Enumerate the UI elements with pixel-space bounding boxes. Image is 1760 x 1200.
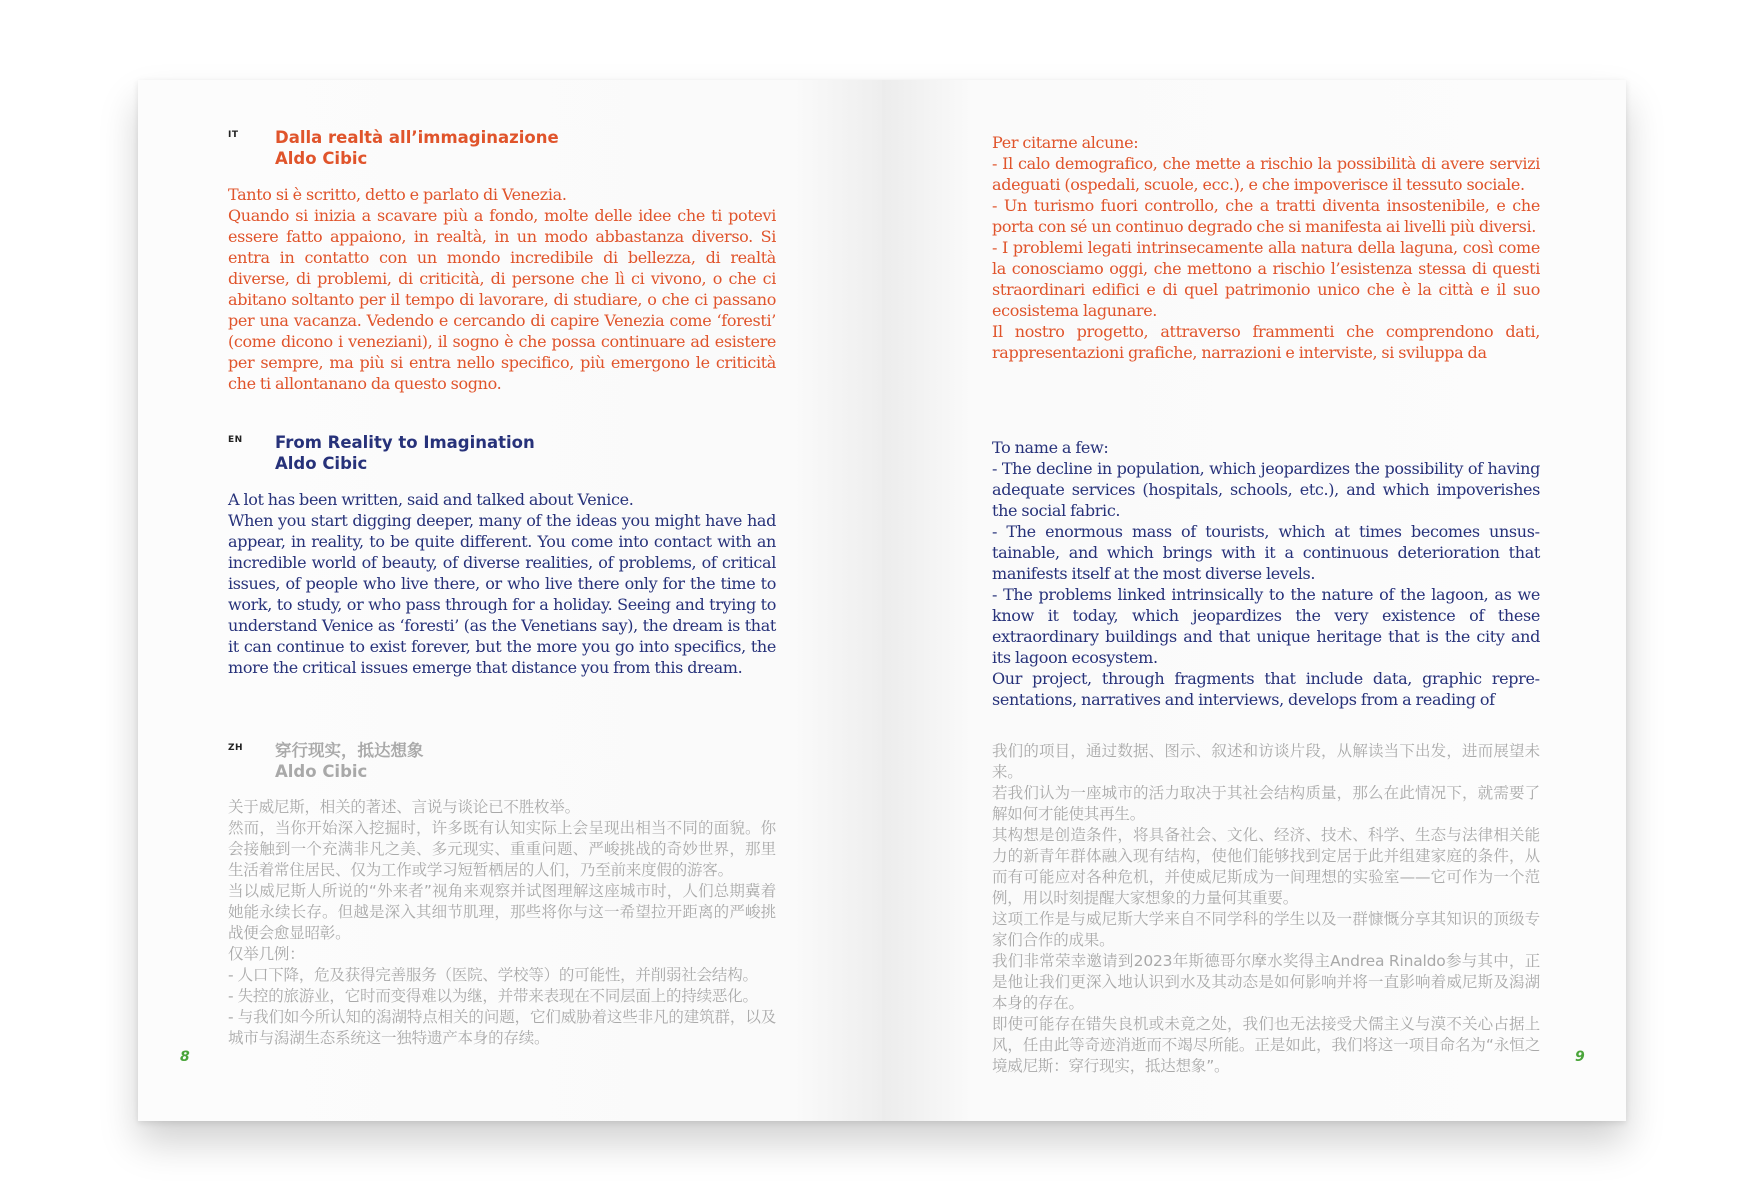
zh-author: Aldo Cibic	[275, 762, 368, 781]
it-paragraph: Quando si inizia a scavare più a fondo, molte delle idee che ti potevi essere fatto appaiono, in realtà, in un modo abbastanza diverso. Si entra in contatto con un mondo incredibile di bellezza, di realtà diverse, di problemi, di criticità, di persone che lì ci vivono, o che ci abitano soltanto per il tempo di lavorare, di studiare, o che ci passano per una vacanza. Vedendo e cercando di capire Venezia come ‘foresti’ (come dicono i veneziani), il sogno è che possa continuare ad esistere per sempre, ma più si entra nello specifico, più emergono le criticità che ti allontanano da questo sogno.	[228, 206, 776, 393]
it-paragraph: - I problemi legati intrinsecamente alla natura della laguna, così come la conosciamo oggi, che mettono a rischio l’esistenza stessa di questi straordinari edifici e di quel patrimonio unico che è la città e il suo ecosistema lagunare.	[992, 238, 1540, 320]
zh-paragraph: 当以威尼斯人所说的“外来者”视角来观察并试图理解这座城市时，人们总期冀着她能永续长存。但越是深入其细节肌理，那些将你与这一希望拉开距离的严峻挑战便会愈显昭彰。	[228, 882, 776, 942]
book-spread	[138, 80, 1626, 1121]
zh-paragraph: 这项工作是与威尼斯大学来自不同学科的学生以及一群慷慨分享其知识的顶级专家们合作的成果。	[992, 910, 1540, 949]
zh-paragraph: 其构想是创造条件，将具备社会、文化、经济、技术、科学、生态与法律相关能力的新青年群体融入现有结构，使他们能够找到定居于此并组建家庭的条件，从而有可能应对各种危机，并使威尼斯成为一间理想的实验室——它可作为一个范例，用以时刻提醒大家想象的力量何其重要。	[992, 826, 1540, 907]
en-paragraph: - The problems linked intrinsically to the nature of the lagoon, as we know it today, which jeopardizes the very existence of these extraordinary buildings and that unique heritage that is the city and its lagoon ecosystem.	[992, 585, 1540, 667]
zh-body	[228, 797, 776, 1049]
en-body-continued	[992, 437, 1540, 710]
it-body-continued	[992, 132, 1540, 363]
zh-paragraph: 关于威尼斯，相关的著述、言说与谈论已不胜枚举。	[228, 798, 580, 816]
en-heading	[275, 432, 535, 474]
en-paragraph: When you start digging deeper, many of the ideas you might have had appear, in reality, to be quite different. You come into contact with an incredible world of beauty, of diverse realities, of problems, of critical issues, of people who live there, or who live there only for the time to work, to study, or who pass through for a holiday. Seeing and trying to understand Venice as ‘foresti’ (as the Venetians say), the dream is that it can continue to exist forever, but the more you go into specifics, the more the critical issues emerge that distance you from this dream.	[228, 511, 776, 677]
right-page	[882, 80, 1626, 1121]
lang-tag-zh: ZH	[228, 743, 244, 753]
zh-paragraph: 我们的项目，通过数据、图示、叙述和访谈片段，从解读当下出发，进而展望未来。	[992, 742, 1540, 781]
en-paragraph: To name a few:	[992, 438, 1109, 457]
zh-title: 穿行现实，抵达想象	[275, 741, 424, 760]
page-number-right: 9	[1575, 1049, 1585, 1065]
it-body	[228, 184, 776, 394]
en-paragraph: - The decline in population, which jeopardizes the possibility of having adequate services (hospitals, schools, etc.), and which impoverishes the social fabric.	[992, 459, 1540, 520]
zh-paragraph: - 人口下降，危及获得完善服务（医院、学校等）的可能性，并削弱社会结构。	[228, 966, 758, 984]
it-heading	[275, 127, 559, 169]
lang-tag-it: IT	[228, 130, 239, 140]
left-page	[138, 80, 883, 1121]
zh-paragraph: 我们非常荣幸邀请到2023年斯德哥尔摩水奖得主Andrea Rinaldo参与其中，正是他让我们更深入地认识到水及其动态是如何影响并将一直影响着威尼斯及潟湖本身的存在。	[992, 952, 1540, 1012]
zh-heading	[275, 740, 424, 782]
en-author: Aldo Cibic	[275, 454, 368, 473]
zh-paragraph: - 失控的旅游业，它时而变得难以为继，并带来表现在不同层面上的持续恶化。	[228, 987, 758, 1005]
en-title: From Reality to Imagination	[275, 433, 535, 452]
it-paragraph: Il nostro progetto, attraverso frammenti che comprendono dati, rappresentazioni grafiche, narrazioni e interviste, si sviluppa da	[992, 322, 1540, 362]
it-title: Dalla realtà all’immaginazione	[275, 128, 559, 147]
page-number-left: 8	[180, 1049, 190, 1065]
zh-paragraph: - 与我们如今所认知的潟湖特点相关的问题，它们威胁着这些非凡的建筑群，以及城市与潟湖生态系统这一独特遗产本身的存续。	[228, 1008, 776, 1047]
zh-body-continued	[992, 741, 1540, 1077]
en-paragraph: - The enormous mass of tourists, which at times becomes unsustainable, and which brings with it a continuous deterioration that manifests itself at the most diverse levels.	[992, 522, 1540, 583]
en-paragraph: Our project, through fragments that include data, graphic representations, narratives and interviews, develops from a reading of	[992, 669, 1540, 709]
zh-paragraph: 仅举几例：	[228, 945, 305, 963]
zh-paragraph: 若我们认为一座城市的活力取决于其社会结构质量，那么在此情况下，就需要了解如何才能使其再生。	[992, 784, 1540, 823]
it-paragraph: - Il calo demografico, che mette a rischio la possibilità di avere servizi adeguati (ospedali, scuole, ecc.), e che impoverisce il tessuto sociale.	[992, 154, 1540, 194]
zh-paragraph: 然而，当你开始深入挖掘时，许多既有认知实际上会呈现出相当不同的面貌。你会接触到一个充满非凡之美、多元现实、重重问题、严峻挑战的奇妙世界，那里生活着常住居民、仅为工作或学习短暂栖居的人们，乃至前来度假的游客。	[228, 819, 776, 879]
zh-paragraph: 即使可能存在错失良机或未竟之处，我们也无法接受犬儒主义与漠不关心占据上风，任由此等奇迹消逝而不竭尽所能。正是如此，我们将这一项目命名为“永恒之境威尼斯：穿行现实，抵达想象”。	[992, 1015, 1540, 1075]
it-paragraph: Tanto si è scritto, detto e parlato di Venezia.	[228, 185, 567, 204]
it-author: Aldo Cibic	[275, 149, 368, 168]
it-paragraph: Per citarne alcune:	[992, 133, 1139, 152]
it-paragraph: - Un turismo fuori controllo, che a tratti diventa insostenibile, e che porta con sé un continuo degrado che si manifesta ai livelli più diversi.	[992, 196, 1540, 236]
lang-tag-en: EN	[228, 435, 243, 445]
en-body	[228, 489, 776, 678]
en-paragraph: A lot has been written, said and talked about Venice.	[228, 490, 634, 509]
